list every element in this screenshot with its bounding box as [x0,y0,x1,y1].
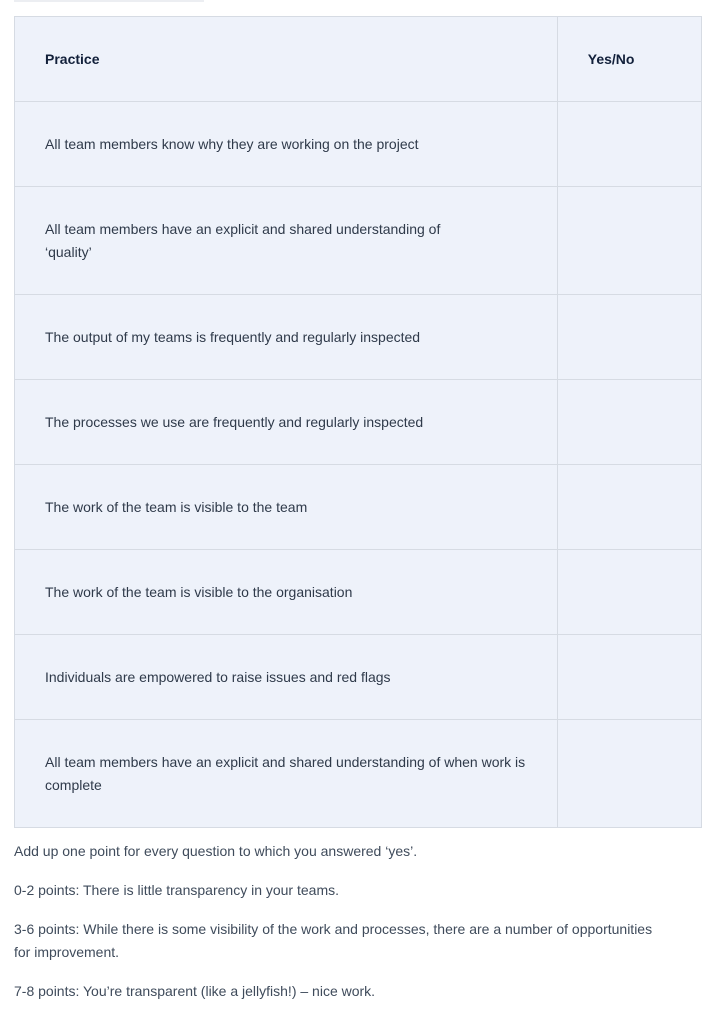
practice-checklist-table [14,16,702,828]
score-range-high: 7-8 points: You’re transparent (like a jellyfish!) – nice work. [14,983,376,999]
answer-cell [557,102,701,187]
table-header-row [15,17,702,102]
table-row [15,720,702,828]
table-row [15,465,702,550]
practice-column-header: Practice [15,17,558,102]
answer-column-header: Yes/No [557,17,701,102]
scoring-instruction: Add up one point for every question to which you answered ‘yes’. [14,843,418,859]
practice-cell: The work of the team is visible to the organisation [15,550,558,635]
practice-cell: The output of my teams is frequently and regularly inspected [15,295,558,380]
table-row [15,102,702,187]
score-range-mid: 3-6 points: While there is some visibility of the work and processes, there are a number of opportunities for improvement. [14,921,653,960]
practice-cell: All team members have an explicit and shared understanding of ‘quality’ [15,187,558,295]
top-divider [14,0,204,2]
table-row [15,187,702,295]
answer-cell [557,465,701,550]
answer-cell [557,720,701,828]
table-row [15,295,702,380]
score-range-low: 0-2 points: There is little transparency in your teams. [14,882,340,898]
practice-cell: All team members know why they are working on the project [15,102,558,187]
scoring-notes [14,840,654,1019]
answer-cell [557,550,701,635]
answer-cell [557,295,701,380]
practice-cell: The processes we use are frequently and regularly inspected [15,380,558,465]
practice-cell: All team members have an explicit and shared understanding of when work is complete [15,720,558,828]
table-row [15,635,702,720]
answer-cell [557,635,701,720]
table-row [15,380,702,465]
practice-cell: The work of the team is visible to the team [15,465,558,550]
answer-cell [557,380,701,465]
answer-cell [557,187,701,295]
table-row [15,550,702,635]
practice-cell: Individuals are empowered to raise issues and red flags [15,635,558,720]
